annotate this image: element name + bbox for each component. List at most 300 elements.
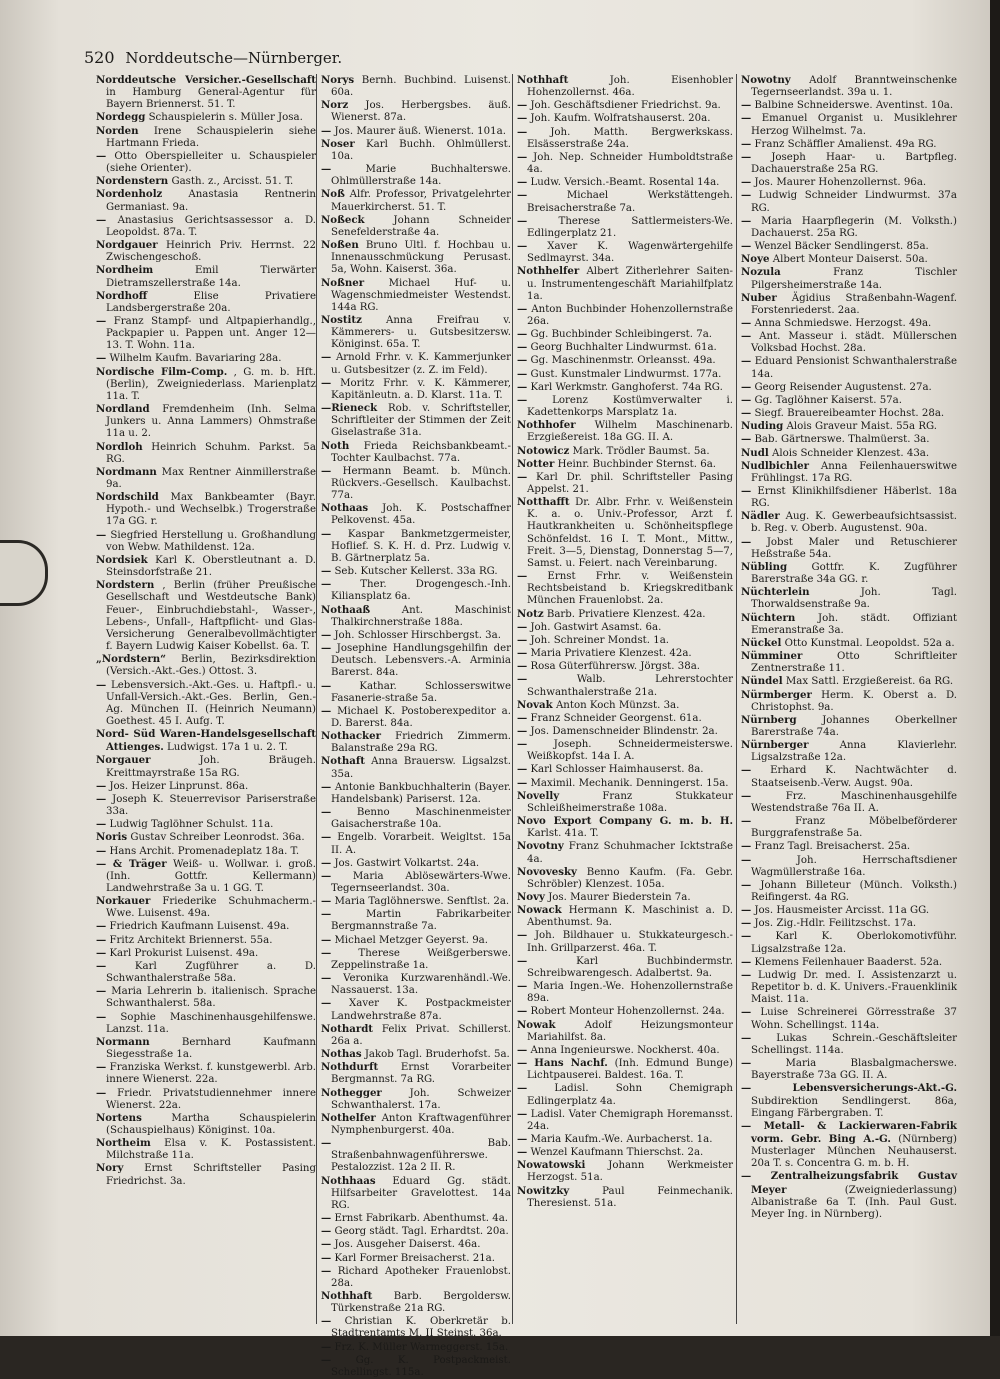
entry-surname: —	[741, 393, 752, 406]
directory-entry	[321, 188, 511, 213]
entry-surname: —	[96, 779, 107, 792]
directory-entry	[741, 215, 957, 240]
directory-entry	[321, 277, 511, 314]
entry-surname: Nordische Film-Comp.	[96, 365, 228, 378]
entry-surname: —	[321, 351, 332, 364]
entry-details: Joh. Kaufm. Wolfratshauserst. 20a.	[530, 113, 711, 125]
entry-details: Friedrich Zimmerm. Balanstraße 29a RG.	[331, 731, 511, 755]
entry-surname: —	[321, 565, 332, 578]
directory-entry	[517, 929, 733, 954]
directory-entry	[741, 112, 957, 137]
entry-details: Joh. Geschäftsdiener Friedrichst. 9a.	[530, 100, 721, 112]
directory-entry	[517, 904, 733, 929]
directory-entry	[321, 908, 511, 933]
entry-details: Siegf. Brauereibeamter Hochst. 28a.	[754, 408, 945, 420]
entry-details: Alois Graveur Maist. 55a RG.	[786, 421, 938, 433]
directory-entry	[96, 818, 316, 831]
entry-details: Bab. Gärtnerswe. Thalmüerst. 3a.	[754, 434, 930, 446]
directory-entry	[517, 725, 733, 738]
directory-entry	[517, 99, 733, 112]
directory-entry	[96, 491, 316, 528]
directory-entry	[741, 510, 957, 535]
directory-entry	[96, 920, 316, 933]
entry-surname: —	[517, 189, 528, 202]
entry-surname: Nordloh	[96, 440, 143, 453]
column-4	[736, 74, 957, 1324]
entry-details: Felix Privat. Schillerst. 26a a.	[331, 1023, 511, 1047]
entry-surname: —	[517, 1107, 528, 1120]
directory-entry	[741, 650, 957, 675]
directory-entry	[96, 895, 316, 920]
directory-entry	[741, 420, 957, 433]
directory-entry	[96, 960, 316, 985]
entry-surname: —	[96, 352, 107, 365]
directory-entry	[517, 458, 733, 471]
entry-details: Xaver K. Postpackmeister Landwehrstraße 87a.	[331, 998, 511, 1022]
entry-details: Joh. Tagl. Thorwaldsenstraße 9a.	[751, 587, 957, 611]
entry-surname: —	[741, 99, 752, 112]
entry-surname: —	[517, 1005, 528, 1018]
directory-entry	[96, 441, 316, 466]
entry-surname: —	[321, 831, 332, 844]
entry-surname: Nudlbichler	[741, 459, 810, 472]
entry-surname: Noser	[321, 137, 355, 150]
directory-entry	[321, 934, 511, 947]
entry-surname: —	[321, 628, 332, 641]
directory-entry	[741, 1006, 957, 1031]
entry-details: Max Rentner Ainmillerstraße 9a.	[106, 466, 316, 490]
entry-surname: —	[96, 213, 107, 226]
entry-details: Jos. Maurer Biederstein 7a.	[548, 892, 691, 903]
directory-entry	[517, 1133, 733, 1146]
directory-entry	[517, 647, 733, 660]
entry-details: Eduard Gg. städt. Hilfsarbeiter Gravelottest. 14a RG.	[331, 1175, 511, 1211]
entry-details: Eduard Pensionist Schwanthalerstraße 14a.	[751, 356, 957, 380]
directory-entry	[96, 1061, 316, 1086]
entry-surname: —	[517, 620, 528, 633]
directory-entry	[517, 955, 733, 980]
directory-entry	[321, 125, 511, 138]
entry-surname: —	[96, 678, 107, 691]
entry-details: Maria Privatiere Klenzest. 42a.	[530, 648, 692, 660]
entry-details: Richard Apotheker Frauenlobst. 28a.	[331, 1265, 511, 1289]
entry-surname: Normann	[96, 1035, 150, 1048]
entry-surname: Nothdurft	[321, 1061, 379, 1074]
entry-surname: Notthafft	[517, 496, 570, 509]
directory-entry	[321, 947, 511, 972]
entry-details: Ernst Frhr. v. Weißenstein Rechtsbeistand b. Kriegskreditbank München Frauenlobst. 2a.	[527, 571, 733, 607]
entry-details: Joh. Gastwirt Asamst. 6a.	[530, 621, 662, 633]
entry-details: Walb. Lehrerstochter Schwanthalerstraße 21a.	[527, 674, 733, 698]
entry-details: Joh. städt. Offiziant Emeranstraße 3a.	[751, 612, 957, 636]
entry-details: Lorenz Kostümverwalter i. Kadettenkorps Marsplatz 1a.	[527, 394, 733, 419]
entry-details: Joh. Herrschaftsdiener Wagmüllerstraße 16a.	[751, 854, 957, 878]
entry-surname: —	[321, 997, 332, 1010]
directory-entry	[741, 969, 957, 1006]
directory-entry	[96, 366, 316, 403]
directory-entry	[741, 1032, 957, 1057]
entry-details: Ernst Klinikhilfsdiener Häberlst. 18a RG.	[751, 486, 957, 510]
entry-details: Ther. Drogengesch.-Inh. Kiliansplatz 6a.	[331, 579, 511, 603]
page-edge	[990, 0, 1000, 1336]
directory-entry	[517, 673, 733, 698]
entry-details: Moritz Frhr. v. K. Kämmerer, Kapitänleutn. a. D. Klarst. 11a. T.	[331, 377, 511, 401]
entry-surname: Noßner	[321, 276, 365, 289]
directory-entry	[517, 496, 733, 570]
entry-details: Franz Stukkateur Schleißheimerstraße 108a.	[527, 790, 733, 814]
entry-surname: —	[321, 642, 332, 655]
entry-surname: —	[741, 968, 752, 981]
entry-details: Bab. Straßenbahnwagenführerswe. Pestalozzist. 12a 2 II. R.	[331, 1138, 511, 1174]
entry-surname: —	[517, 328, 528, 341]
entry-details: Elsa v. K. Postassistent. Milchstraße 11a.	[106, 1138, 316, 1162]
directory-entry	[517, 1082, 733, 1107]
entry-details: Otto Oberspielleiter u. Schauspieler (siehe Orienter).	[106, 150, 316, 175]
entry-surname: Noye	[741, 253, 770, 266]
entry-details: Arnold Frhr. v. K. Kammerjunker u. Gutsbesitzer (z. Z. im Feld).	[331, 352, 511, 376]
directory-entry	[517, 368, 733, 381]
entry-surname: Norkauer	[96, 895, 151, 908]
entry-surname: —	[321, 895, 332, 908]
entry-details: Max Sattl. Erzgießereist. 6a RG.	[785, 676, 954, 688]
entry-surname: Nündel	[741, 675, 783, 688]
entry-details: Anna Ingenieurswe. Nockherst. 40a.	[530, 1044, 720, 1056]
directory-entry	[741, 355, 957, 380]
entry-surname: —	[741, 535, 752, 548]
directory-entry	[96, 985, 316, 1010]
directory-entry	[741, 460, 957, 485]
entry-surname: —	[96, 1061, 107, 1074]
directory-entry	[517, 354, 733, 367]
directory-entry	[741, 739, 957, 764]
entry-surname: Norgauer	[96, 754, 151, 767]
directory-entry	[741, 689, 957, 714]
entry-surname: Nowotny	[741, 74, 791, 86]
entry-details: Jos. Gastwirt Volkartst. 24a.	[334, 857, 480, 869]
entry-details: Anastasius Gerichtsassessor a. D. Leopoldst. 87a. T.	[106, 214, 316, 238]
directory-entry	[321, 806, 511, 831]
index-tab	[0, 540, 48, 606]
column-3	[512, 74, 733, 1324]
entry-surname: —	[96, 528, 107, 541]
directory-entry	[321, 377, 511, 402]
entry-details: Karl Werkmstr. Ganghoferst. 74a RG.	[530, 381, 723, 393]
directory-entry	[321, 314, 511, 351]
entry-surname: Novotny	[517, 840, 564, 853]
directory-entry	[321, 642, 511, 679]
directory-entry	[96, 1112, 316, 1137]
directory-entry	[741, 904, 957, 917]
entry-details: Therese Weißgerberswe. Zeppelinstraße 1a.	[331, 947, 511, 971]
entry-surname: —	[517, 738, 528, 751]
entry-surname: —	[741, 407, 752, 420]
entry-surname: —	[321, 946, 332, 959]
entry-details: Joh. Schlosser Hirschbergst. 3a.	[334, 629, 501, 641]
directory-entry	[321, 1225, 511, 1238]
entry-surname: —	[741, 137, 752, 150]
directory-entry	[96, 679, 316, 729]
directory-entry	[321, 239, 511, 276]
directory-entry	[741, 317, 957, 330]
directory-entry	[741, 176, 957, 189]
entry-surname: —	[517, 1146, 528, 1159]
directory-entry	[741, 447, 957, 460]
directory-entry	[741, 930, 957, 955]
directory-entry	[96, 728, 316, 754]
entry-surname: —	[96, 149, 107, 162]
entry-surname: Nudl	[741, 446, 769, 459]
entry-details: Karl Dr. phil. Schriftsteller Pasing Appelst. 21.	[527, 471, 733, 495]
entry-surname: —	[741, 789, 752, 802]
entry-surname: —	[517, 214, 528, 227]
directory-entry	[321, 1112, 511, 1137]
entry-details: Anna Schmiedswe. Herzogst. 49a.	[754, 317, 932, 329]
entry-details: Otto Schriftleiter Zentnerstraße 11.	[751, 651, 957, 675]
entry-details: Frieda Reichsbankbeamt.-Tochter Kaulbachst. 77a.	[331, 440, 511, 464]
directory-entry	[517, 712, 733, 725]
entry-surname: —	[321, 1264, 332, 1277]
entry-surname: —	[741, 485, 752, 497]
entry-details: Bruno Ultl. f. Hochbau u. Innenausschmückung Perusast. 5a, Wohn. Kaiserst. 36a.	[331, 240, 511, 276]
entry-details: Emil Tierwärter Dietramszellerstraße 14a.	[106, 265, 316, 289]
entry-details: Klemens Feilenhauer Baaderst. 52a.	[754, 956, 943, 968]
entry-surname: —	[517, 1082, 528, 1095]
directory-entry	[517, 189, 733, 214]
entry-details: Xaver K. Wagenwärtergehilfe Sedlmayrst. 34a.	[527, 241, 733, 265]
directory-entry	[321, 1315, 511, 1340]
entry-details: Antonie Bankbuchhalterin (Bayer. Handelsbank) Pariserst. 12a.	[331, 781, 511, 805]
entry-surname: —	[96, 933, 107, 946]
entry-surname: Nothhaft	[321, 1290, 373, 1302]
entry-surname: —	[741, 1031, 752, 1044]
directory-entry	[517, 126, 733, 151]
entry-details: Anton Buchbinder Hohenzollernstraße 26a.	[527, 303, 733, 327]
entry-details: Karl Schlosser Haimhauserst. 8a.	[530, 764, 704, 776]
entry-details: Jakob Tagl. Bruderhofst. 5a.	[364, 1049, 510, 1061]
entry-details: Barb. Bergoldersw. Türkenstraße 21a RG.	[331, 1291, 511, 1315]
page-header	[84, 48, 342, 68]
entry-surname: —	[517, 354, 528, 367]
entry-surname: Novelly	[517, 789, 560, 802]
directory-entry	[741, 381, 957, 394]
entry-details: Bernh. Buchbind. Luisenst. 60a.	[331, 75, 511, 99]
directory-entry	[96, 214, 316, 239]
entry-details: Karl Buchh. Ohlmüllerst. 10a.	[331, 138, 511, 162]
directory-entry	[96, 1137, 316, 1162]
entry-surname: Novovesky	[517, 865, 577, 878]
directory-entry	[517, 328, 733, 341]
entry-details: Ernst Schriftsteller Pasing Friedrichst. 3a.	[106, 1163, 316, 1187]
entry-surname: Nowatowski	[517, 1159, 586, 1172]
entry-details: Friedrich Kaufmann Luisenst. 49a.	[109, 921, 290, 933]
entry-details: Elise Privatiere Landsbergerstraße 20a.	[106, 290, 316, 314]
entry-details: Fremdenheim (Inh. Selma Junkers u. Anna Lammers) Ohmstraße 11a u. 2.	[106, 404, 316, 440]
entry-surname: Nordenstern	[96, 175, 169, 188]
entry-details: Jobst Maler und Retuschierer Heßstraße 54a.	[751, 536, 957, 560]
directory-entry	[321, 578, 511, 603]
directory-entry	[96, 74, 316, 111]
entry-details: in Hamburg General-Agentur für Bayern Briennerst. 51. T.	[106, 87, 316, 111]
entry-surname: Nothhaft	[517, 74, 569, 86]
entry-surname: Nothhelfer	[517, 265, 580, 278]
directory-entry	[517, 891, 733, 904]
entry-surname: Nordschild	[96, 491, 159, 504]
directory-entry	[321, 1238, 511, 1251]
entry-details: Johann Werkmeister Herzogst. 51a.	[527, 1160, 733, 1184]
directory-entry	[96, 653, 316, 678]
entry-details: Ernst Vorarbeiter Bergmannst. 7a RG.	[331, 1062, 511, 1086]
entry-surname: Nothas	[321, 1048, 362, 1061]
entry-surname: Nordenholz	[96, 188, 163, 201]
entry-details: Georg städt. Tagl. Erhardtst. 20a.	[334, 1226, 509, 1238]
directory-entry	[96, 111, 316, 124]
entry-surname: —	[321, 1137, 332, 1150]
entry-surname: Nürnberg	[741, 713, 797, 726]
entry-surname: —	[517, 776, 528, 789]
directory-entry	[321, 972, 511, 997]
entry-details: Luise Schreinerei Görresstraße 37 Wohn. Schellingst. 114a.	[751, 1007, 957, 1031]
entry-surname: Noth	[321, 439, 350, 452]
entry-surname: —	[96, 792, 107, 805]
entry-details: Karl K. Oberlokomotivführ. Ligsalzstraße 12a.	[751, 931, 957, 955]
directory-entry	[96, 831, 316, 844]
entry-surname: —	[321, 1238, 332, 1251]
entry-surname: —	[321, 780, 332, 793]
directory-entry	[96, 754, 316, 779]
entry-details: Heinr. Buchbinder Sternst. 6a.	[557, 458, 717, 470]
entry-details: Johannes Oberkellner Barerstraße 74a.	[751, 714, 957, 738]
directory-entry	[741, 253, 957, 266]
directory-entry	[741, 840, 957, 853]
directory-entry	[517, 151, 733, 176]
entry-surname: —	[517, 125, 528, 138]
entry-details: Anna Klavierlehr. Ligsalzstraße 12a.	[751, 740, 957, 764]
directory-entry	[321, 870, 511, 895]
entry-details: Ludwigst. 17a 1 u. 2. T.	[167, 742, 288, 754]
directory-entry	[321, 99, 511, 124]
entry-details: Maria Haarpflegerin (M. Volksth.) Dachauerst. 25a RG.	[751, 215, 957, 239]
entry-details: Joh. K. Postschaffner Pelkovenst. 45a.	[331, 503, 511, 527]
entry-details: Ludw. Versich.-Beamt. Rosental 14a.	[530, 177, 720, 189]
entry-surname: —	[321, 124, 332, 137]
directory-entry	[96, 403, 316, 440]
entry-surname: Nordegg	[96, 111, 146, 124]
page-number: 520	[84, 48, 115, 67]
entry-surname: Nothhaas	[321, 1174, 376, 1187]
entry-surname: Noris	[96, 831, 128, 844]
entry-surname: Novo Export Company G. m. b. H.	[517, 815, 733, 828]
entry-surname: —	[517, 954, 528, 967]
column-1	[96, 74, 316, 1324]
entry-details: Joh. Schreiner Mondst. 1a.	[530, 634, 670, 646]
directory-entry	[96, 947, 316, 960]
entry-surname: Nümminer	[741, 650, 803, 663]
entry-details: Franz Möbelbeförderer Burggrafenstraße 5a.	[751, 816, 957, 840]
entry-surname: —	[517, 150, 528, 163]
directory-entry	[517, 660, 733, 673]
entry-surname: —	[517, 673, 528, 686]
entry-surname: —	[517, 980, 528, 993]
directory-entry	[321, 1061, 511, 1086]
directory-entry	[321, 351, 511, 376]
entry-surname: —	[517, 724, 528, 737]
entry-surname: — Zentralheizungsfabrik Gustav Meyer	[741, 1170, 957, 1196]
entry-details: Maria Taglöhnerswe. Senftlst. 2a.	[334, 896, 510, 908]
directory-entry	[96, 264, 316, 289]
directory-entry	[517, 1185, 733, 1210]
directory-entry	[741, 1120, 957, 1171]
directory-entry	[321, 857, 511, 870]
entry-details: Hermann K. Maschinist a. D. Abenthumst. 9a.	[527, 905, 733, 929]
directory-entry	[741, 956, 957, 969]
entry-details: Joseph K. Steuerrevisor Pariserstraße 33a.	[106, 793, 316, 818]
entry-details: Rob. v. Schriftsteller, Schriftleiter der Stimmen der Zeit Giselastraße 31a.	[331, 403, 511, 439]
directory-entry	[741, 485, 957, 510]
entry-details: Schauspielerin s. Müller Josa.	[148, 112, 303, 124]
entry-surname: Nothaft	[321, 755, 365, 768]
entry-details: Alfr. Professor, Privatgelehrter Mauerkircherst. 51. T.	[331, 189, 511, 213]
entry-details: Jos. Maurer Hohenzollernst. 96a.	[754, 177, 927, 189]
directory-entry	[517, 1019, 733, 1044]
entry-surname: —	[517, 1132, 528, 1145]
entry-surname: —	[517, 176, 528, 189]
entry-surname: —	[96, 959, 107, 972]
entry-surname: —	[741, 878, 752, 891]
directory-entry	[517, 777, 733, 790]
directory-entry	[321, 705, 511, 730]
entry-surname: —	[741, 316, 752, 329]
entry-surname: Norden	[96, 124, 139, 137]
entry-surname: Nowitzky	[517, 1184, 570, 1197]
entry-details: Kathar. Schlosserswitwe Fasanerie-straße 5a.	[331, 680, 511, 704]
entry-details: Franz Tagl. Breisacherst. 25a.	[754, 841, 911, 853]
entry-surname: Novy	[517, 891, 545, 903]
entry-surname: —	[96, 946, 107, 959]
entry-surname: —	[517, 99, 528, 112]
entry-surname: Nordgauer	[96, 239, 158, 252]
entry-surname: Notter	[517, 457, 555, 470]
entry-surname: Nord- Süd Waren-Handelsgesellschaft Attienges.	[96, 728, 316, 754]
directory-entry	[321, 440, 511, 465]
entry-surname: —	[741, 330, 752, 343]
entry-surname: Nordheim	[96, 264, 154, 277]
entry-details: Lebensversich.-Akt.-Ges. u. Haftpfl.- u. Unfall-Versich.-Akt.-Ges. Berlin, Gen.-Ag. München II. (Heinrich Neumann) Goethest. 45 I. Aufg. T.	[106, 679, 316, 727]
entry-surname: Nowak	[517, 1018, 556, 1031]
directory-entry	[96, 1011, 316, 1036]
entry-details: Wenzel Kaufmann Thierschst. 2a.	[530, 1147, 704, 1159]
entry-surname: Nürmberger	[741, 688, 812, 701]
entry-surname: —	[517, 302, 528, 315]
directory-entry	[741, 790, 957, 815]
entry-surname: Nowack	[517, 904, 562, 917]
entry-surname: —	[517, 763, 528, 776]
entry-details: Michael Metzger Geyerst. 9a.	[334, 934, 488, 946]
entry-surname: —	[741, 917, 752, 930]
directory-entry	[741, 138, 957, 151]
directory-entry	[321, 680, 511, 705]
directory-entry	[517, 74, 733, 99]
directory-entry	[517, 840, 733, 865]
directory-entry	[517, 866, 733, 891]
entry-surname: Nordsiek	[96, 553, 148, 566]
directory-entry	[321, 1023, 511, 1048]
entry-surname: — & Träger	[96, 857, 167, 870]
directory-entry	[321, 74, 511, 99]
entry-details: Benno Maschinenmeister Gaisacherstraße 10a.	[331, 807, 511, 831]
directory-entry	[96, 466, 316, 491]
entry-surname: —	[741, 853, 752, 866]
entry-details: Fritz Architekt Briennerst. 55a.	[109, 934, 273, 946]
